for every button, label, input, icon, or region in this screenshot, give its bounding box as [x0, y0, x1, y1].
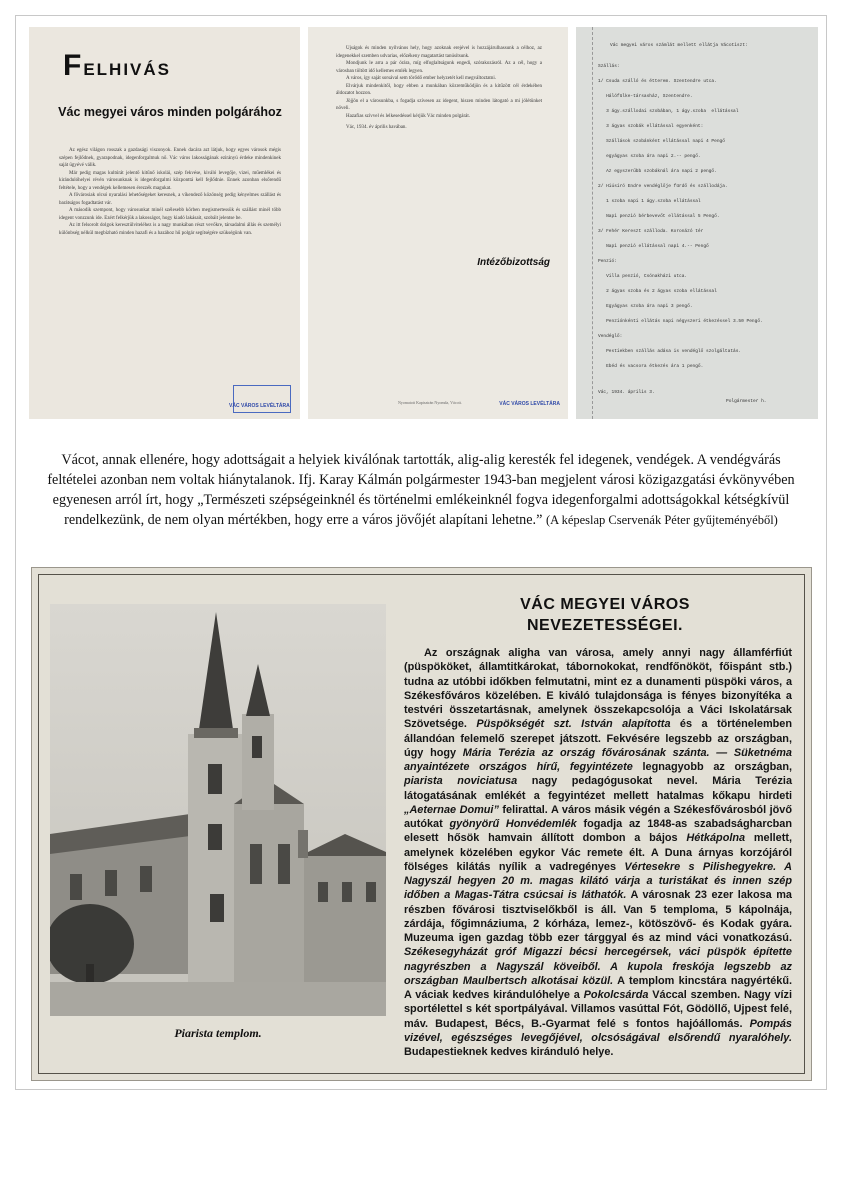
typed-line: Napi penzió bérbevevőt ellátással 5 Pengő. — [598, 214, 720, 219]
poster-signature: Intézőbizottság — [477, 257, 550, 268]
poster-left-text — [59, 147, 281, 237]
poster-paragraph: Jöjjön el a városunkba, s fogadja szívesen az idegent, hiszen minden látogató a mi jólétünket növeli. — [336, 98, 542, 111]
postcard-text-run: A templom kincstára nagyértékű. A váciak kedves kirándulóhelye a — [404, 974, 793, 1001]
postcard-italic-run: Hétkápolna — [686, 832, 746, 845]
typed-line: Egyágyas szoba ára napi 3 pengő. — [598, 304, 693, 309]
printer-line: Nyomatott Kapisztrán Nyomda, Vácott. — [398, 400, 462, 405]
typed-document — [576, 27, 818, 419]
postcard-text-run: Váccal szemben. Nagy vízi sportélettel s két sportpályával. Villamos vasúttal Fót, Gödöllő, Ujpest felé, máv. Budapest, Bécs, B.-Gyarmat felé s fontos hajóállomás. — [404, 989, 792, 1030]
typed-line: 3/ Fehér Kereszt szálloda. Koronázó tér — [598, 229, 704, 234]
poster-paragraph: Hazafias szívvel és lelkesedéssel kérjük Vác minden polgárát. — [346, 113, 471, 119]
postcard-text-run: mellett, amelynek közelében egykor Vác remete élt. A Duna árnyas korzójáról fölséges kilátás nyílik a vadregényes — [404, 832, 792, 873]
postcard-italic-run: Mária Terézia az ország fővárosának szánta. — Süketnéma anyaintézete országos hírű, fegyintézete — [404, 746, 792, 773]
caption-text: Vácot, annak ellenére, hogy adottságait a helyiek kiválónak tartották, alig-alig keresték fel idegenek, vendégek. A vendégvárás feltételei azonban nem voltak hiánytalanok. Ifj. Karay Kálmán polgármester 1943-ban megjelent városi közigazgatási évkönyvében egyenesen arról írt, hogy „Természeti szépségeinknél és történelmi emlékeinknél fogva idegenforgalmi adottságokkal kétségkívül rendelkezünk, de nem olyan mértékben, hogy erre a város jövőjét alapítani lehetne.” — [47, 452, 795, 528]
poster-paragraph: A második szempont, hogy városunkat minél szélesebb körben megismertessük és szállást minél több idegent vonzzunk ide. Ezért felkérjük a lakosságot, hogy kiadó lakásait, szobáit jelentse be. — [59, 208, 281, 221]
poster-paragraph: Elvárjuk mindenkitől, hogy ebben a munkában közreműködjön és a kitűzött cél érdekében áldozatot hozzon. — [336, 83, 542, 96]
typed-line: Hálófülke-társasház, Szentendre. — [598, 94, 693, 99]
typed-signature: Polgármester h. — [726, 399, 767, 404]
typed-lines — [598, 59, 763, 374]
postcard-body — [404, 646, 792, 1059]
postcard-italic-run: Vértesekre s Pilishegyekre. A Nagyszál hegyen 20 m. magas kilátó várja a turistákat és innen szép időben a Magas-Tátra csúcsai is láthatók. — [404, 860, 792, 902]
poster-date: Vác, 1934. év április havában. — [346, 125, 407, 130]
postcard-text-run: nagy pedagógusokat nevel. Mária Terézia látogatásának emlékét a fegyintézet mellett hatalmas kőkapu hirdeti — [404, 775, 793, 802]
typed-line: egyágyas szoba ára napi 2.-- pengő. — [598, 154, 701, 159]
poster-page-left — [29, 27, 300, 419]
caption-credit: (A képeslap Cservenák Péter gyűjteményéből) — [545, 513, 778, 527]
typed-line: 3 ágyas szobák ellátással egyenként: — [598, 124, 704, 129]
postcard-italic-run: „Aeternae Domui” — [404, 803, 499, 816]
postcard-italic-run: Püspökségét szt. István alapította — [476, 718, 671, 731]
postcard-title — [418, 594, 792, 636]
postcard-text-run: A városnak 23 ezer lakosa ma részben fővárosi tisztviselőkből is áll. Van 5 temploma, 5 kápolnája, zárdája, főgimnáziuma, 2 kórháza, lemez-, kötöszövő- és Kodak gyára. Muzeuma igen gazdag több ezer tárggyal és az mind váci vonatkozású. — [404, 889, 792, 944]
postcard-italic-run: Székesegyházát gróf Migazzi bécsi hercegérsek, váci püspök építette nagyrészben a Nagyszál köveiből. A kupola freskója legszebb az országban Maulbertsch alkotásai közül. — [404, 946, 792, 987]
postcard-text-run: és a történelemben állandóan felemelő szerepet játszott. Fekvésére legszebb az országban, úgy hogy — [404, 718, 792, 759]
typed-line: 2 ágyas szoba és 2 ágyas szoba ellátással — [598, 289, 717, 294]
postcard-italic-run: gyönyörű Honvédemlék — [449, 818, 577, 830]
typed-line: 2/ Hiúsíró Endre vendéglője fürdő és szállodája. — [598, 184, 728, 189]
typed-line: Napi penzió ellátással napi 4.-- Pengő — [598, 244, 709, 249]
postcard-text-run: fogadja az 1848-as szabadságharcban elesett hősök hamvain állított dombon a bájos — [404, 818, 792, 845]
postcard-text-run: Az országnak aligha van városa, amely annyi nagy államférfiút (püspököket, államtitkárokat, tábornokokat, rendfőnököt, főispánt stb.) tudna az utóbbi időkben felmutatni, mint ez a dunamenti püspöki város, a Székesfőváros közelében. E kiváló tulajdonsága is fényes bizonyítéka a testvéri összetartásnak, amelynek összekapcsolója a Váci Iskolatársak Szövetsége. — [404, 647, 792, 731]
typed-date: Vác, 1934. április 3. — [598, 390, 655, 395]
poster-paragraph: A város, így saját sorsával sem törődő ember helyzetét kell megváltoztatni. — [346, 76, 496, 81]
postcard-text-run: legnagyobb az országban, — [632, 761, 793, 773]
archive-stamp-text: VÁC VÁROS LEVÉLTÁRA — [499, 401, 560, 407]
typed-line: Szállások szobánként ellátással napi 4 Pengő — [598, 139, 725, 144]
church-photo-drawing — [50, 604, 386, 1016]
typed-line: 3 ágy.szállodai szobában, 1 ágy.szoba ellátással — [598, 109, 739, 114]
poster-title: FELHIVÁS — [63, 49, 172, 82]
typed-line: Vendéglő: — [598, 334, 623, 339]
poster-middle-text — [336, 45, 542, 132]
typed-line: Pestiekben szállás adása is vendéglő szolgáltatás. — [598, 349, 742, 354]
postcard-italic-run: Pokolcsárda — [583, 989, 649, 1001]
church-photo — [50, 604, 386, 1016]
typed-line: Ebéd és vacsora étkezés ára 1 pengő. — [598, 364, 704, 369]
typed-line: Szállás: — [598, 64, 620, 69]
poster-paragraph: Már pedig magas kultúrát jelentő kitűnő iskolái, szép fekvése, kiváló levegője, vizei, műemlékei és kirándulóhelyei révén városunknak is idegenforgalmi központtá kell fejlődnie. Ennek azonban elsőrendű feltétele, hogy a vendégek kellemesen érezzék magukat. — [59, 170, 281, 191]
poster-subtitle: Vác megyei város minden polgárához — [58, 105, 282, 119]
archive-stamp-text: VÁC VÁROS LEVÉLTÁRA — [229, 403, 290, 409]
typed-line: Villa penzió, Csónakházi utca. — [598, 274, 688, 279]
typed-line: Penzió: — [598, 259, 617, 264]
poster-page-right — [308, 27, 568, 419]
postcard-italic-run: piarista noviciatusa — [404, 775, 518, 788]
typed-header: Vác megyei város számlát mellett ellátja Vácotiszt: — [610, 43, 748, 48]
postcard-text-run: Budapestieknek kedves kiránduló helye. — [404, 1046, 614, 1058]
typed-line: 1/ Csuda szálló és étterem. Szentendre utca. — [598, 79, 717, 84]
typed-line: 1 szoba napi 1 ágy.szoba ellátással — [598, 199, 701, 204]
poster-paragraph: Az itt felsorolt dolgok keresztülviteléhez is a nagy munkában részt vevőkre, társadalmi állás és személyi különbség nélkül megbízható minden hazafi és a hazához hű polgár segítségére szükségünk van. — [59, 223, 281, 236]
postcard-title-line: NEVEZETESSÉGEI. — [527, 617, 683, 634]
margin-line — [592, 27, 593, 419]
poster-paragraph: Újságok és minden nyilvános hely, hogy azoknak erejével is hozzájárulhassunk a célhoz, az idegenekkel szemben udvarias, előzékeny magatartást tanúsítsunk. — [336, 46, 542, 59]
postcard — [31, 567, 812, 1081]
poster-paragraph: A fővárosiak olcsó nyaralási lehetőségeket keresnek, a víkendező közönség pedig kényelmes szállást és barátságos fogadtatást vár. — [59, 193, 281, 206]
typed-line: Penziónkénti ellátás napi négyszeri étkezéssel 3.50 Pengő. — [598, 319, 763, 324]
photo-caption: Piarista templom. — [174, 1026, 262, 1040]
postcard-title-line: VÁC MEGYEI VÁROS — [520, 596, 690, 613]
postcard-text-run: felirattal. A város másik végén a Székesfővárosból jövő autókat — [404, 803, 793, 830]
poster-paragraph: Mondjunk le arra a pár órára, míg elfoglaltságunk engedi, szórakozásról. Az a cél, hogy a városban töltött idő kellemes emlék legyen. — [336, 61, 542, 74]
postcard-italic-run: Pompás vizével, egészséges levegőjével, olcsóságával elsőrendű nyaralóhely. — [404, 1017, 792, 1044]
typed-line: Az egyszerűbb szobáknál ára napi 2 pengő. — [598, 169, 717, 174]
caption — [40, 450, 802, 530]
poster-paragraph: Az egész világon rosszak a gazdasági viszonyok. Ennek dacára azt látjuk, hogy egyes városok mégis szépen fejlődnek, gyarapodnak, idegenforgalmuk nő. Vác város lakosságának ezirányú érdeke mindenkinek saját ügyévé válik. — [59, 148, 281, 168]
